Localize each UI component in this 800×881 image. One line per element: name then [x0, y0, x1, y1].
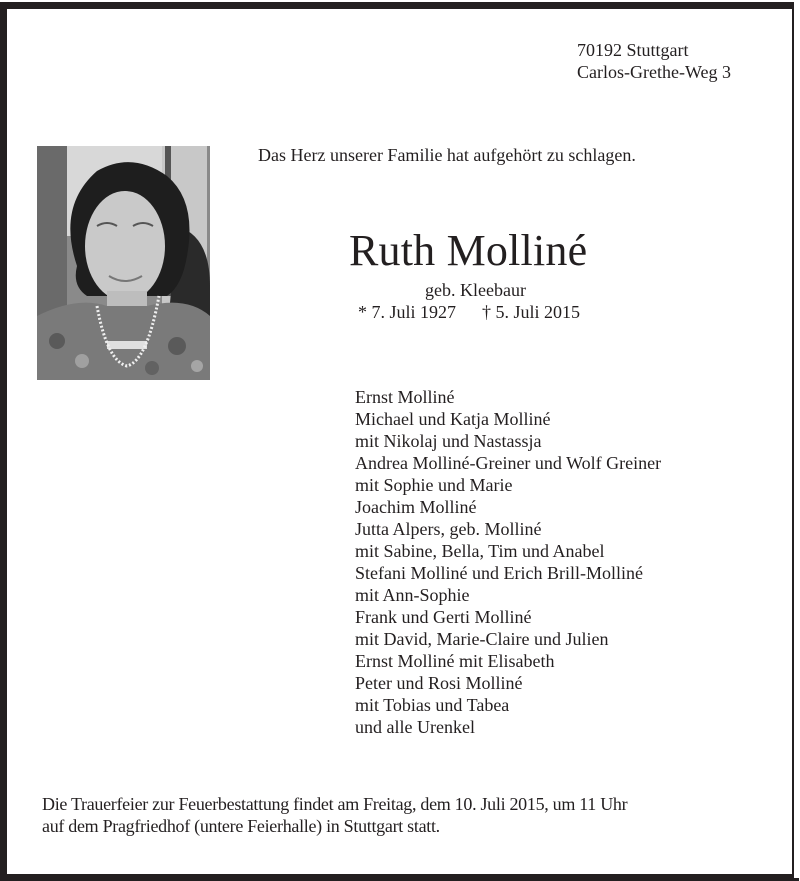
mourner-line: Joachim Molliné: [355, 497, 477, 517]
mourner-line: Jutta Alpers, geb. Molliné: [355, 519, 542, 539]
mourner-line: Michael und Katja Molliné: [355, 409, 551, 429]
life-dates: [358, 302, 580, 323]
funeral-notice-line1: Die Trauerfeier zur Feuerbestattung findet am Freitag, dem 10. Juli 2015, um 11 Uhr: [42, 794, 628, 814]
mourner-line: Peter und Rosi Molliné: [355, 673, 523, 693]
mourner-line: mit Sophie und Marie: [355, 475, 513, 495]
birth-date: * 7. Juli 1927: [358, 302, 457, 322]
family-address: [577, 39, 731, 83]
mourner-line: mit Nikolaj und Nastassja: [355, 431, 542, 451]
death-date: † 5. Juli 2015: [482, 302, 581, 322]
maiden-name: geb. Kleebaur: [425, 280, 526, 300]
mourner-line: Ernst Molliné: [355, 387, 455, 407]
mourners-list: [355, 386, 661, 738]
funeral-notice: [42, 793, 627, 837]
mourner-line: mit Tobias und Tabea: [355, 695, 510, 715]
mourner-line: mit David, Marie-Claire und Julien: [355, 629, 609, 649]
portrait-photo: [37, 146, 210, 380]
mourner-line: mit Sabine, Bella, Tim und Anabel: [355, 541, 605, 561]
funeral-notice-line2: auf dem Pragfriedhof (untere Feierhalle) in Stuttgart statt.: [42, 816, 440, 836]
mourner-line: und alle Urenkel: [355, 717, 475, 737]
mourner-line: mit Ann-Sophie: [355, 585, 470, 605]
right-margin: [794, 0, 800, 878]
mourner-line: Frank und Gerti Molliné: [355, 607, 532, 627]
address-street: Carlos-Grethe-Weg 3: [577, 62, 731, 82]
address-city: 70192 Stuttgart: [577, 40, 689, 60]
mourner-line: Stefani Molliné und Erich Brill-Molliné: [355, 563, 643, 583]
obituary-heading: Das Herz unserer Familie hat aufgehört zu schlagen.: [258, 145, 636, 165]
deceased-name: Ruth Molliné: [349, 226, 588, 275]
mourner-line: Ernst Molliné mit Elisabeth: [355, 651, 555, 671]
mourner-line: Andrea Molliné-Greiner und Wolf Greiner: [355, 453, 662, 473]
